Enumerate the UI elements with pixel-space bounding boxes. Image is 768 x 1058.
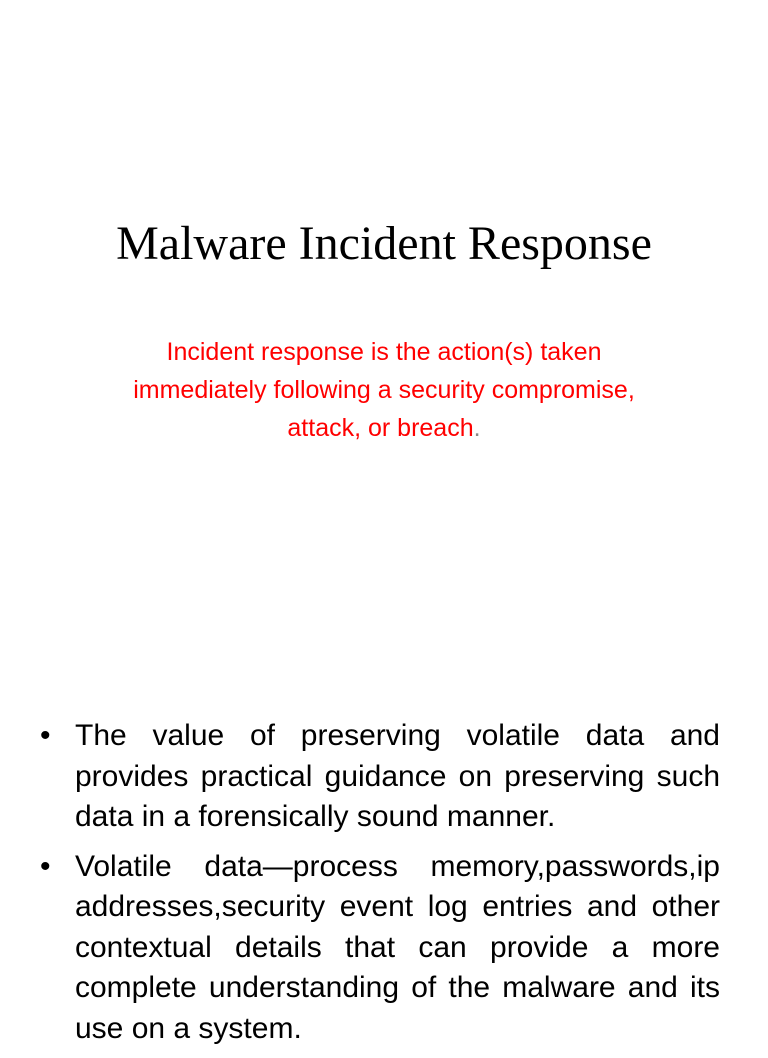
bullet-text: The value of preserving volatile data and provides practical guidance on preserving such data in a forensically sound manner. bbox=[75, 719, 720, 833]
bullet-icon: • bbox=[40, 719, 51, 752]
bullet-text: Volatile data—process memory,passwords,ip addresses,security event log entries and other contextual details that can provide a more complete understanding of the malware and its use on a system. bbox=[75, 849, 720, 1045]
subtitle-period: . bbox=[473, 414, 481, 442]
slide-subtitle bbox=[120, 333, 648, 447]
slide-title: Malware Incident Response bbox=[116, 217, 652, 270]
bullet-icon: • bbox=[40, 849, 51, 883]
bullet-item bbox=[40, 847, 720, 1050]
subtitle-text: Incident response is the action(s) taken immediately following a security compromise, attack, or breach bbox=[133, 338, 635, 442]
bullet-item bbox=[40, 716, 720, 838]
bullet-list bbox=[40, 716, 720, 1058]
